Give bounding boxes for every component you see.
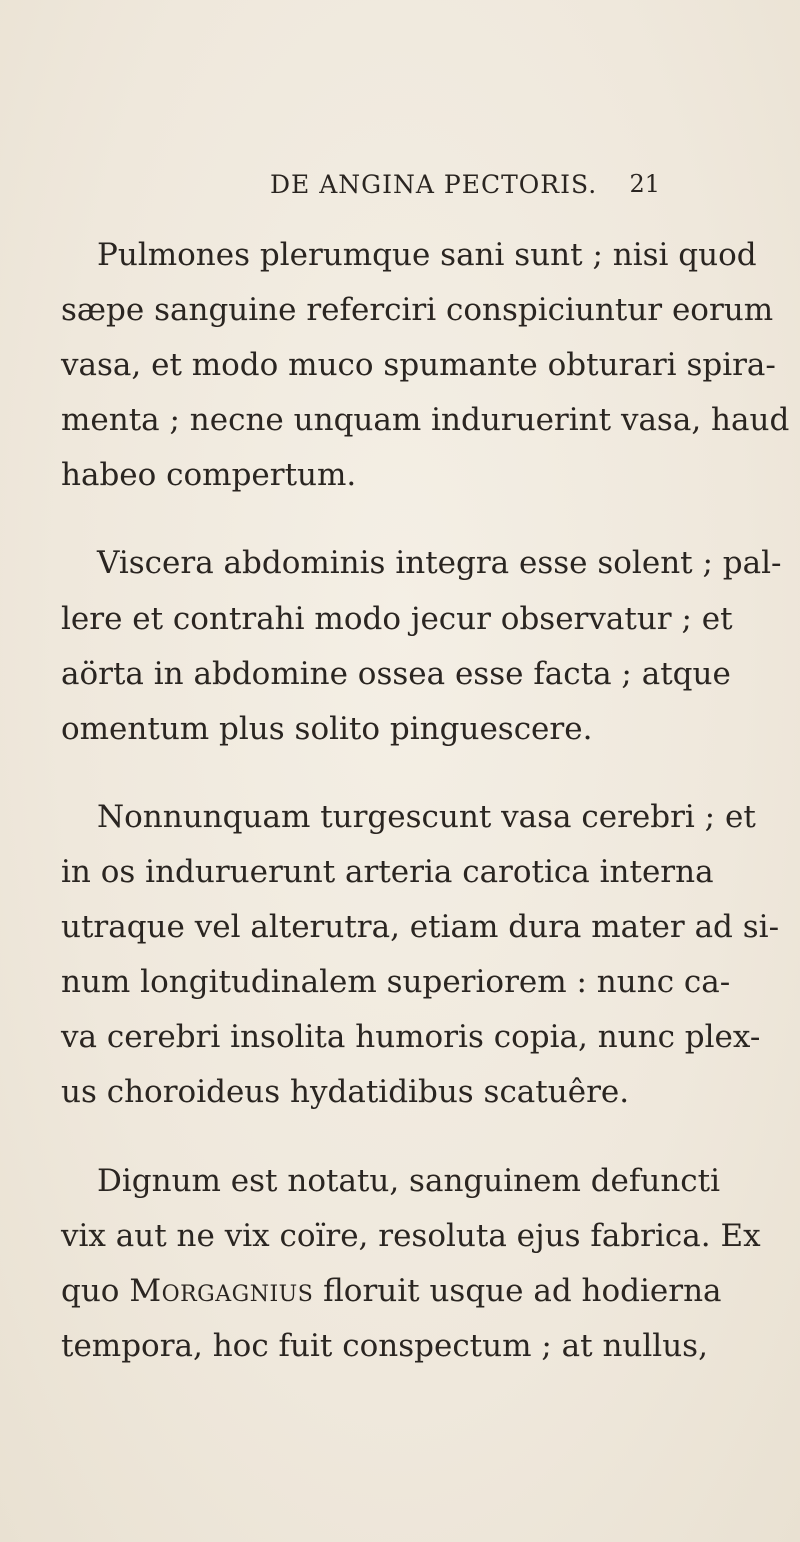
text-line: aörta in abdomine ossea esse facta ; atque	[61, 656, 731, 692]
author-name: Morgagnius	[129, 1273, 314, 1309]
text-line: vix aut ne vix coïre, resoluta ejus fabrica. Ex	[61, 1218, 761, 1254]
page-header	[120, 170, 660, 210]
text-line: omentum plus solito pinguescere.	[61, 711, 593, 747]
text-segment: floruit usque ad hodierna	[313, 1273, 722, 1309]
text-line: vasa, et modo muco spumante obturari spira-	[61, 347, 776, 383]
text-line: lere et contrahi modo jecur observatur ; et	[61, 601, 733, 637]
text-line: sæpe sanguine referciri conspiciuntur eorum	[61, 292, 774, 328]
text-line: us choroideus hydatidibus scatuêre.	[61, 1074, 630, 1110]
text-line: Viscera abdominis integra esse solent ; pal-	[97, 545, 782, 581]
text-line	[61, 1273, 722, 1309]
text-line: va cerebri insolita humoris copia, nunc plex-	[61, 1019, 761, 1055]
text-line: habeo compertum.	[61, 457, 357, 493]
page-number: 21	[629, 170, 660, 198]
text-line: Nonnunquam turgescunt vasa cerebri ; et	[97, 799, 756, 835]
text-line: num longitudinalem superiorem : nunc ca-	[61, 964, 731, 1000]
text-line: Pulmones plerumque sani sunt ; nisi quod	[97, 237, 757, 273]
text-line: menta ; necne unquam induruerint vasa, haud	[61, 402, 790, 438]
running-title: DE ANGINA PECTORIS.	[270, 170, 598, 199]
text-line: Dignum est notatu, sanguinem defuncti	[97, 1163, 721, 1199]
text-line: tempora, hoc fuit conspectum ; at nullus,	[61, 1328, 708, 1364]
text-segment: quo	[61, 1273, 130, 1309]
text-line: in os induruerunt arteria carotica interna	[61, 854, 714, 890]
text-line: utraque vel alterutra, etiam dura mater ad si-	[61, 909, 780, 945]
